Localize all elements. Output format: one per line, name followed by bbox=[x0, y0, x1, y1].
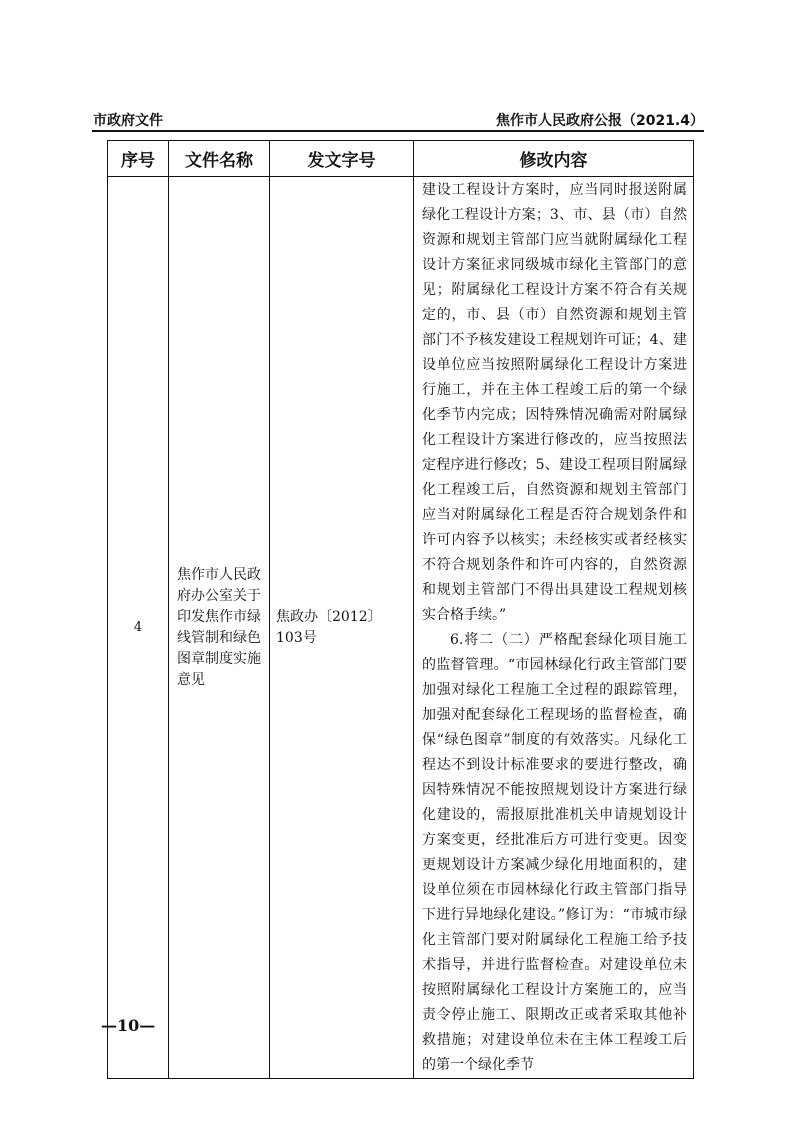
table-row bbox=[108, 177, 694, 1079]
cell-document-number: 焦政办〔2012〕103号 bbox=[270, 177, 414, 1079]
revision-table bbox=[107, 140, 694, 1079]
header-rule bbox=[92, 130, 704, 132]
table-header-row bbox=[108, 141, 694, 177]
cell-seq: 4 bbox=[108, 177, 169, 1079]
column-header-name: 文件名称 bbox=[169, 141, 270, 177]
page-number: —10— bbox=[101, 1016, 156, 1035]
content-paragraph: 6.将二（二）严格配套绿化项目施工的监督管理。“市园林绿化行政主管部门要加强对绿化工程施工全过程的跟踪管理，加强对配套绿化工程现场的监督检查，确保“绿色图章”制度的有效落实。凡绿化工程达不到设计标准要求的要进行整改，确因特殊情况不能按照规划设计方案进行绿化建设的，需报原批准机关申请规划设计方案变更，经批准后方可进行变更。因变更规划设计方案减少绿化用地面积的，建设单位须在市园林绿化行政主管部门指导下进行异地绿化建设。”修订为：“市城市绿化主管部门要对附属绿化工程施工给予技术指导，并进行监督检查。对建设单位未按照附属绿化工程设计方案施工的，应当责令停止施工、限期改正或者采取其他补救措施；对建设单位未在主体工程竣工后的第一个绿化季节 bbox=[422, 632, 687, 1073]
header-publication-title: 焦作市人民政府公报（2021.4） bbox=[495, 113, 704, 129]
column-header-content: 修改内容 bbox=[414, 141, 694, 177]
column-header-docno: 发文字号 bbox=[270, 141, 414, 177]
content-paragraph: 建设工程设计方案时，应当同时报送附属绿化工程设计方案；3、市、县（市）自然资源和规划主管部门应当就附属绿化工程设计方案征求同级城市绿化主管部门的意见；附属绿化工程设计方案不符合有关规定的，市、县（市）自然资源和规划主管部门不予核发建设工程规划许可证；4、建设单位应当按照附属绿化工程设计方案进行施工，并在主体工程竣工后的第一个绿化季节内完成；因特殊情况确需对附属绿化工程设计方案进行修改的，应当按照法定程序进行修改；5、建设工程项目附属绿化工程竣工后，自然资源和规划主管部门应当对附属绿化工程是否符合规划条件和许可内容予以核实；未经核实或者经核实不符合规划条件和许可内容的，自然资源和规划主管部门不得出具建设工程规划核实合格手续。” bbox=[422, 182, 687, 623]
header-section-label: 市政府文件 bbox=[93, 113, 163, 129]
cell-revision-content bbox=[414, 177, 694, 1079]
column-header-seq: 序号 bbox=[108, 141, 169, 177]
cell-document-name: 焦作市人民政府办公室关于印发焦作市绿线管制和绿色图章制度实施意见 bbox=[169, 177, 270, 1079]
